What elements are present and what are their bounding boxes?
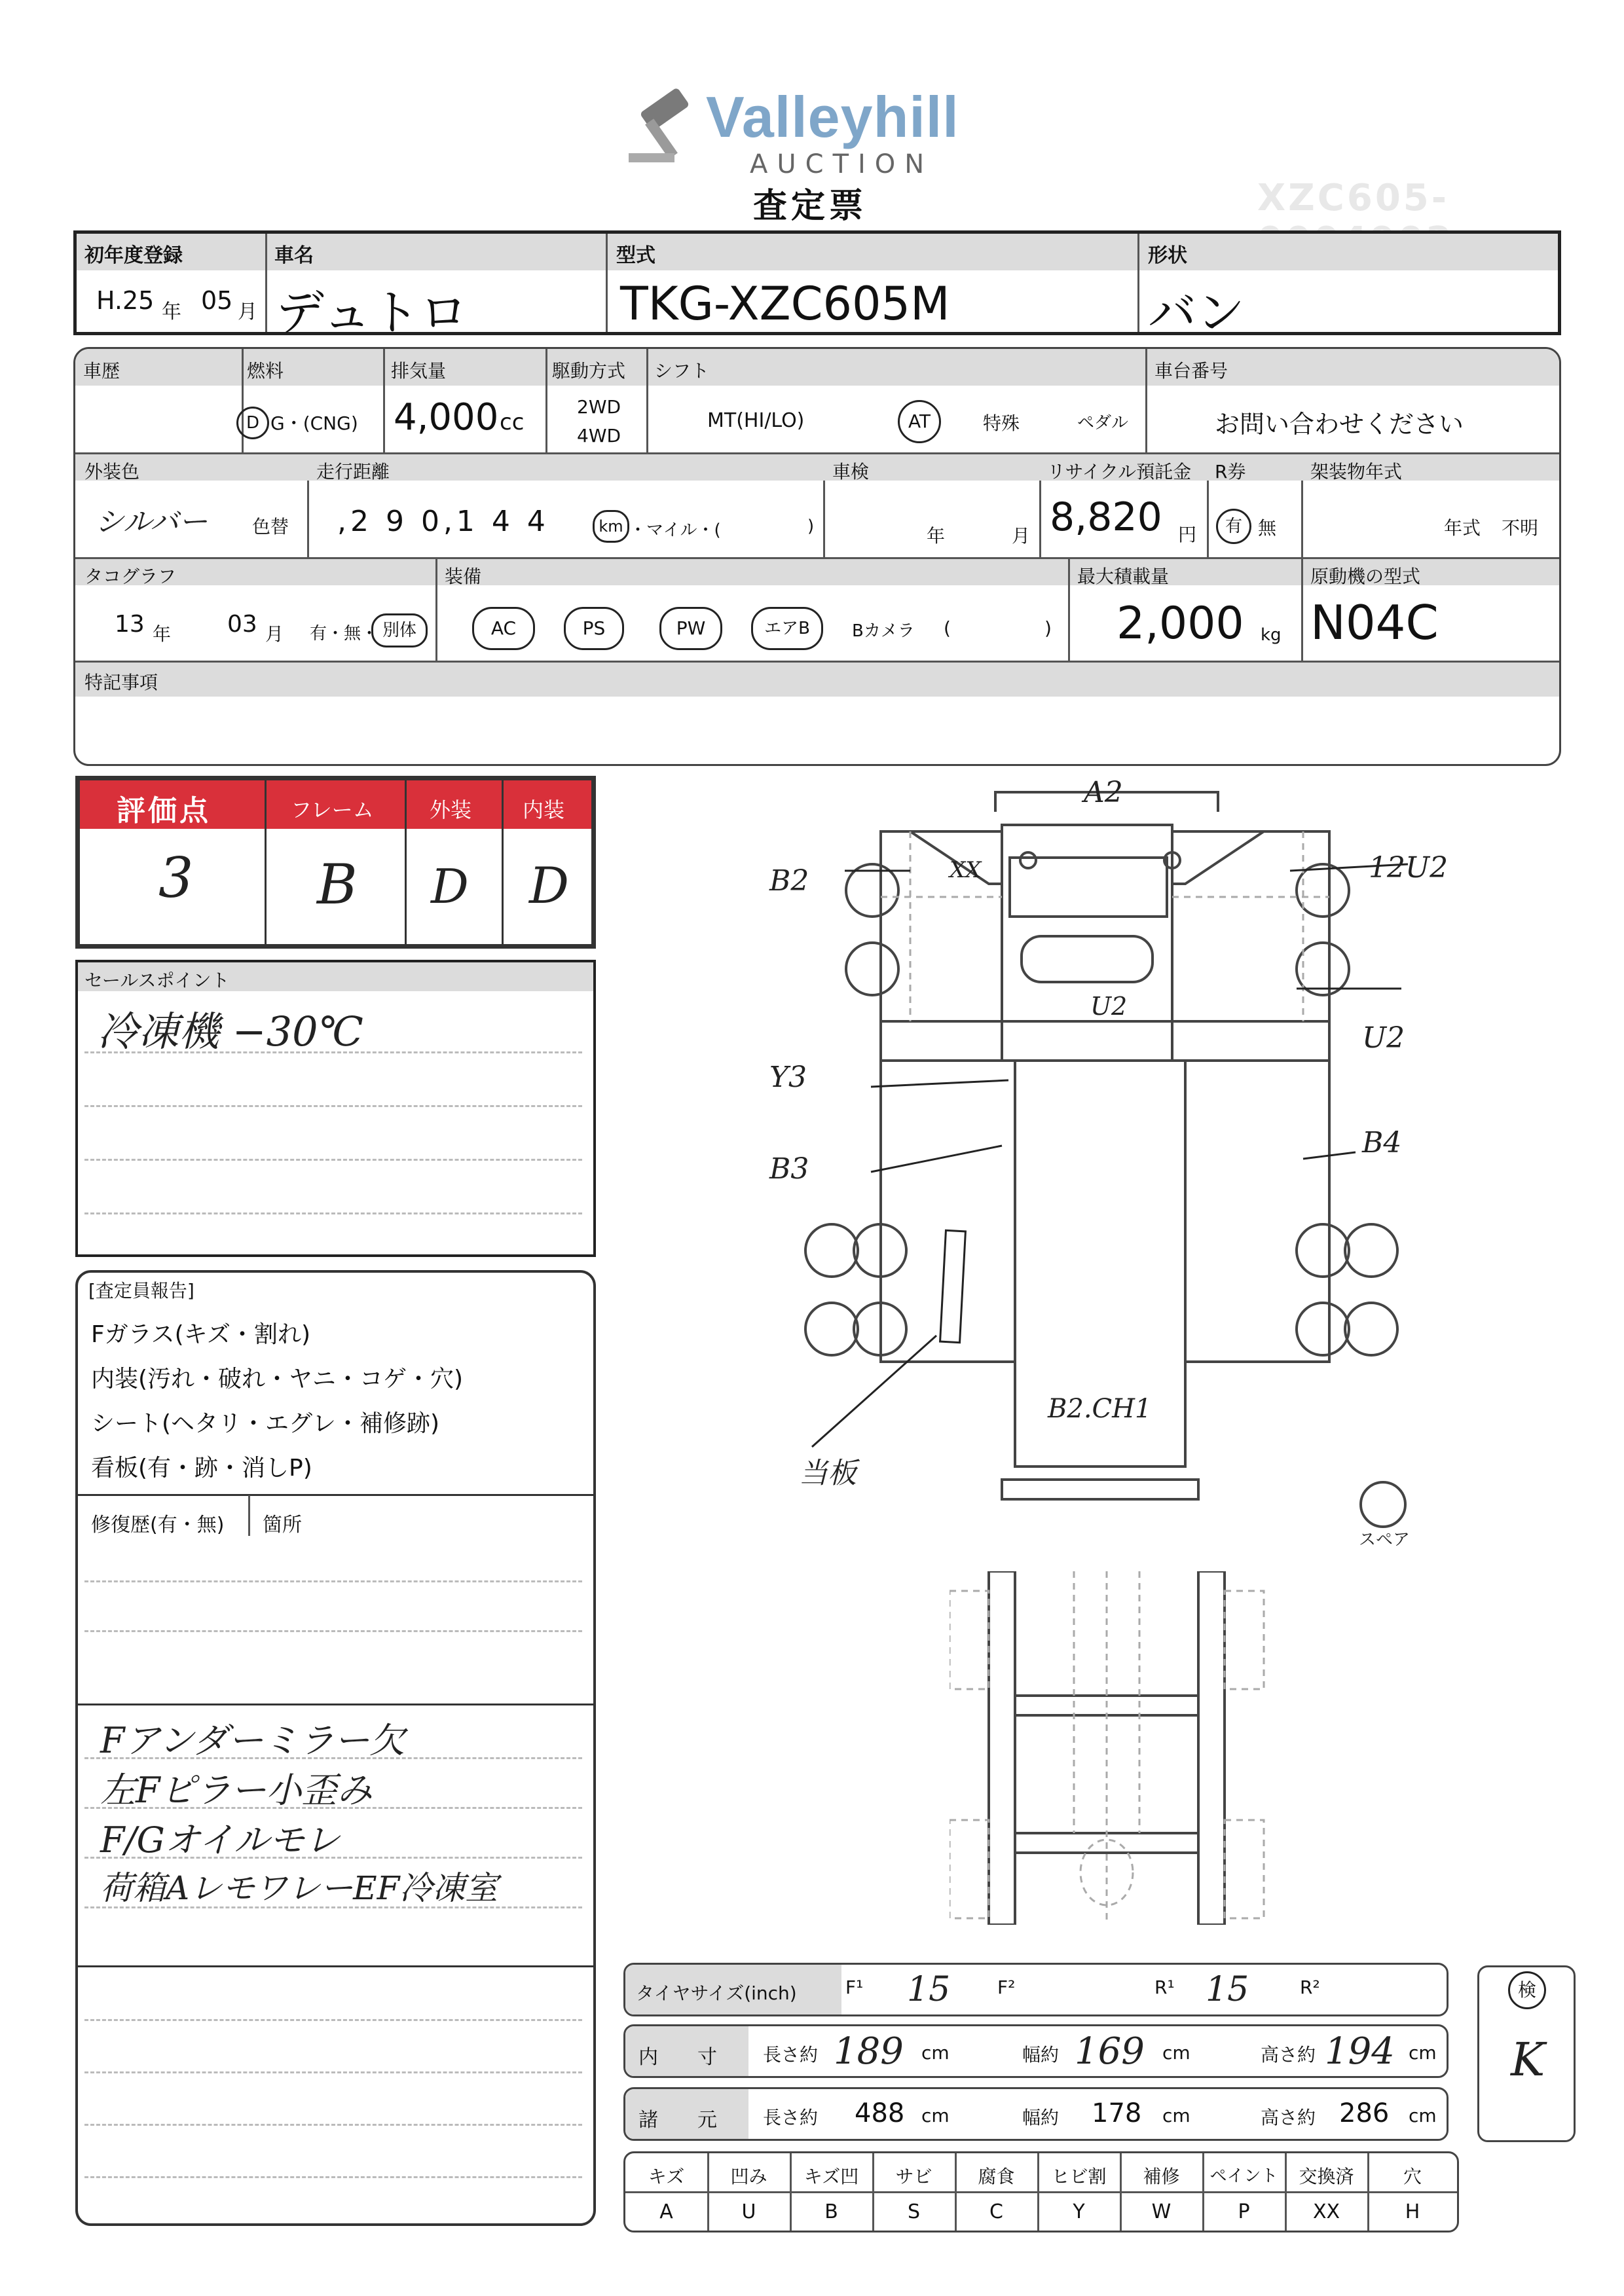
equip-paren-open: (	[944, 617, 951, 639]
tire-r1: 15	[1206, 1970, 1249, 2009]
inner-width: 169	[1075, 2030, 1145, 2073]
equip-pw-circled: PW	[659, 607, 722, 650]
legend-name-scratch: キズ	[648, 2166, 685, 2187]
vehicle-damage-diagram	[753, 779, 1506, 1552]
score-label: 評価点	[117, 794, 211, 828]
mark-xx: XX	[950, 857, 982, 883]
background-stamp: XZC605-	[1257, 177, 1450, 219]
tacho-month-unit: 月	[265, 623, 284, 645]
engine-value: N04C	[1310, 595, 1439, 650]
tacho-label: タコグラフ	[84, 566, 177, 587]
inspector-stamp-box	[1477, 1965, 1576, 2142]
report-item-2: 内装(汚れ・破れ・ヤニ・コゲ・穴)	[91, 1366, 464, 1393]
max-load-label: 最大積載量	[1077, 566, 1170, 587]
equip-paren-close: )	[1044, 617, 1052, 639]
tacho-month: 03	[227, 611, 257, 638]
inner-length-unit: cm	[921, 2042, 950, 2064]
recycle-label: リサイクル預託金	[1047, 461, 1192, 483]
details-box	[73, 347, 1561, 766]
outer-height-unit: cm	[1409, 2105, 1437, 2126]
inspection-month: 月	[1012, 525, 1031, 547]
first-reg-label: 初年度登録	[84, 244, 183, 267]
legend-code-s: S	[907, 2200, 921, 2223]
mark-y3: Y3	[769, 1061, 807, 1094]
r-no: 無	[1258, 517, 1277, 539]
drive-2wd: 2WD	[577, 396, 621, 418]
outer-height-label: 高さ約	[1261, 2107, 1316, 2128]
inspector-label: [査定員報告]	[88, 1280, 194, 1302]
row1-box	[73, 230, 1561, 341]
repair-place-label: 箇所	[263, 1514, 302, 1537]
shape-label: 形状	[1148, 244, 1187, 267]
legend-name-paint: ペイント	[1209, 2166, 1278, 2186]
mark-a2: A2	[1084, 779, 1123, 809]
legend-name-rust: サビ	[895, 2166, 932, 2187]
shift-at-circled: AT	[898, 400, 941, 443]
inspection-label: 車検	[832, 461, 870, 483]
frame-diagram	[950, 1571, 1270, 1925]
exterior-value: D	[431, 859, 469, 914]
inner-length-label: 長さ約	[763, 2044, 819, 2066]
note-4: 荷箱AレモワレーEF冷凍室	[100, 1869, 498, 1907]
year-unit: 年	[162, 301, 181, 323]
logo	[622, 79, 989, 190]
note-1: Fアンダーミラー欠	[100, 1720, 405, 1761]
spare-label: スペア	[1359, 1530, 1411, 1550]
drive-label: 駆動方式	[552, 360, 626, 382]
legend-code-c: C	[989, 2200, 1003, 2223]
legend-name-corrosion: 腐食	[978, 2166, 1015, 2187]
report-item-3: シート(ヘタリ・エグレ・補修跡)	[91, 1410, 440, 1437]
inner-length: 189	[834, 2030, 904, 2073]
sales-point-label: セールスポイント	[84, 970, 230, 991]
tire-label: タイヤサイズ(inch)	[636, 1982, 797, 2004]
model-label: 型式	[616, 244, 655, 267]
mark-left-note: 当板	[799, 1457, 857, 1490]
score-value: 3	[158, 846, 194, 910]
note-3: F/Gオイルモレ	[100, 1819, 341, 1861]
outer-width-unit: cm	[1162, 2105, 1190, 2126]
recycle-unit: 円	[1178, 524, 1197, 545]
mark-b4: B4	[1362, 1126, 1402, 1159]
shift-special: 特殊	[983, 412, 1020, 434]
legend-name-crack: ヒビ割	[1051, 2166, 1107, 2187]
car-name: デュトロ	[276, 285, 468, 341]
legend-name-hole: 穴	[1403, 2166, 1422, 2187]
legend-name-dent: 凹み	[730, 2166, 767, 2187]
logo-word: Valleyhill	[706, 84, 959, 149]
gavel-icon	[622, 85, 707, 170]
report-item-4: 看板(有・跡・消しP)	[91, 1455, 312, 1482]
mileage-label: 走行距離	[316, 461, 390, 483]
sales-point-box	[75, 960, 596, 1257]
body-year-label: 架装物年式	[1310, 461, 1403, 483]
color-change: 色替	[252, 516, 289, 538]
inner-dims-box	[623, 2024, 1449, 2078]
mileage-mile: ・マイル・(	[629, 520, 721, 540]
chassis-no: お問い合わせください	[1215, 410, 1464, 439]
shape: バン	[1148, 285, 1245, 341]
recycle-value: 8,820	[1050, 494, 1162, 540]
tire-f1-label: F¹	[845, 1977, 864, 1998]
model: TKG-XZC605M	[620, 277, 950, 331]
engine-label: 原動機の型式	[1310, 566, 1421, 587]
tire-r2-label: R²	[1300, 1977, 1320, 1998]
tire-size-box	[623, 1963, 1449, 2016]
legend-code-xx: XX	[1312, 2200, 1340, 2223]
mileage: ,2 9 0,1 4 4	[337, 505, 549, 538]
mark-b2-left: B2	[769, 864, 809, 898]
exterior-label: 外装	[430, 797, 472, 822]
inspector-stamp-label: 検	[1508, 1971, 1546, 2009]
inner-height-unit: cm	[1409, 2042, 1437, 2064]
first-reg-era: H.25	[96, 286, 155, 315]
frame-label: フレーム	[291, 797, 374, 822]
color-value: シルバー	[95, 505, 208, 539]
max-load-value: 2,000	[1116, 598, 1244, 649]
special-label: 特記事項	[84, 672, 158, 693]
outer-height: 286	[1339, 2098, 1390, 2128]
legend-code-p: P	[1238, 2200, 1250, 2223]
outer-length-unit: cm	[921, 2105, 950, 2126]
outer-dims-label: 諸 元	[638, 2109, 717, 2132]
legend-code-b: B	[824, 2200, 838, 2223]
legend-code-h: H	[1405, 2200, 1420, 2223]
legend-name-repair: 補修	[1143, 2166, 1180, 2187]
r-ticket-label: R券	[1215, 461, 1246, 483]
history-label: 車歴	[83, 360, 120, 382]
shift-mt: MT(HI/LO)	[707, 409, 805, 432]
fuel-label: 燃料	[247, 360, 284, 382]
first-reg-month: 05	[201, 286, 233, 315]
legend-code-y: Y	[1073, 2200, 1085, 2223]
tire-r1-label: R¹	[1154, 1977, 1175, 1998]
document-title: 査定票	[753, 187, 868, 226]
tacho-year-unit: 年	[153, 623, 172, 645]
mark-u2-center: U2	[1090, 992, 1128, 1021]
equipment-label: 装備	[445, 566, 482, 587]
legend-name-replaced: 交換済	[1299, 2166, 1354, 2187]
body-year-value: 不明	[1502, 517, 1539, 539]
tire-f2-label: F²	[997, 1977, 1016, 1998]
color-label: 外装色	[84, 461, 140, 483]
shift-label: シフト	[654, 360, 710, 382]
inner-height: 194	[1325, 2030, 1395, 2073]
inspector-stamp-value: K	[1511, 2033, 1545, 2086]
mark-12u2: 12U2	[1369, 851, 1449, 884]
tire-f1: 15	[907, 1970, 951, 2009]
r-yes-circled: 有	[1216, 509, 1251, 544]
report-item-1: Fガラス(キズ・割れ)	[91, 1321, 310, 1348]
grade-box	[75, 776, 596, 949]
repair-history-label: 修復歴(有・無)	[91, 1514, 225, 1537]
tacho-year: 13	[115, 611, 145, 638]
mileage-close: )	[807, 517, 815, 536]
mark-b3: B3	[769, 1152, 809, 1186]
displacement: 4,000	[394, 396, 499, 439]
outer-length: 488	[855, 2098, 905, 2128]
displacement-label: 排気量	[391, 360, 447, 382]
tacho-separate-circled: 別体	[371, 613, 428, 647]
outer-length-label: 長さ約	[763, 2107, 819, 2128]
logo-subtitle: AUCTION	[750, 149, 934, 179]
damage-legend	[623, 2151, 1459, 2232]
mileage-km-circled: km	[593, 510, 629, 543]
tacho-options: 有・無・	[310, 624, 378, 644]
body-year-text: 年式	[1444, 517, 1481, 539]
frame-value: B	[317, 852, 358, 917]
mark-b2-ch1: B2.CH1	[1048, 1394, 1152, 1424]
displacement-unit: cc	[500, 409, 525, 435]
equip-airbag-circled: エアB	[751, 607, 823, 650]
outer-width: 178	[1092, 2098, 1142, 2128]
legend-code-w: W	[1151, 2200, 1172, 2223]
inner-dims-label: 内 寸	[638, 2046, 717, 2069]
equip-bcam: Bカメラ	[852, 621, 915, 641]
chassis-no-label: 車台番号	[1154, 360, 1228, 382]
max-load-unit: kg	[1261, 625, 1282, 645]
legend-name-scratch-dent: キズ凹	[803, 2166, 859, 2187]
fuel-diesel-circled: D	[236, 407, 269, 439]
inner-height-label: 高さ約	[1261, 2044, 1316, 2066]
interior-value: D	[529, 856, 569, 915]
inspector-box	[75, 1270, 596, 2226]
inner-width-unit: cm	[1162, 2042, 1190, 2064]
drive-4wd: 4WD	[577, 425, 621, 446]
mark-u2-right: U2	[1362, 1021, 1405, 1055]
outer-dims-box	[623, 2087, 1449, 2141]
fuel-options: G・(CNG)	[270, 412, 358, 434]
equip-ac-circled: AC	[472, 607, 535, 650]
sales-point-text: 冷凍機 −30℃	[98, 1008, 363, 1055]
legend-code-u: U	[741, 2200, 756, 2223]
note-2: 左Fピラー小歪み	[100, 1770, 373, 1811]
equip-ps-circled: PS	[564, 607, 624, 650]
inspection-year: 年	[927, 525, 946, 547]
inner-width-label: 幅約	[1022, 2044, 1060, 2066]
car-name-label: 車名	[274, 244, 314, 267]
outer-width-label: 幅約	[1022, 2107, 1060, 2128]
interior-label: 内装	[523, 797, 565, 822]
month-unit: 月	[238, 301, 257, 323]
shift-pedal: ペダル	[1077, 413, 1129, 433]
legend-code-a: A	[659, 2200, 673, 2223]
